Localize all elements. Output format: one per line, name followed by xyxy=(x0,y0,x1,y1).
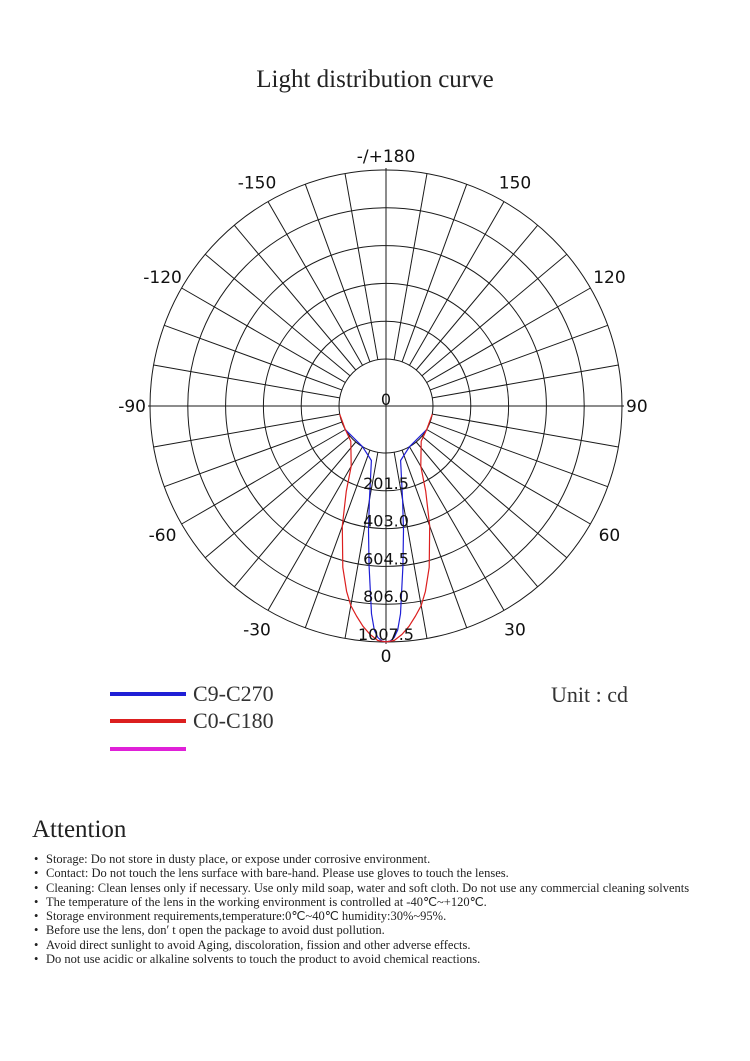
angle-label: 120 xyxy=(593,268,626,288)
grid-spoke xyxy=(305,450,370,628)
angle-label: -60 xyxy=(148,526,177,546)
attention-item: • Cleaning: Clean lenses only if necessary. Use only mild soap, water and soft cloth. Do not use any commercial cleaning solvents xyxy=(34,881,734,895)
grid-spoke xyxy=(422,436,567,557)
grid-spoke xyxy=(234,225,355,370)
attention-item: • Avoid direct sunlight to avoid Aging, discoloration, fission and other adverse effects. xyxy=(34,938,734,952)
grid-spoke xyxy=(402,450,467,628)
attention-item: • Storage environment requirements,temperature:0℃~40℃ humidity:30%~95%. xyxy=(34,909,734,923)
radial-label: 1007.5 xyxy=(358,625,414,644)
angle-label: -150 xyxy=(237,173,277,194)
grid-spoke xyxy=(432,414,618,447)
angle-label: -90 xyxy=(118,397,146,417)
attention-item: • Storage: Do not store in dusty place, or expose under corrosive environment. xyxy=(34,852,734,866)
label-layer xyxy=(118,147,647,667)
grid-spoke xyxy=(416,442,537,587)
legend-label-series-0: C9-C270 xyxy=(193,681,274,706)
radial-label: 201.5 xyxy=(363,473,409,493)
attention-list xyxy=(34,852,734,966)
grid-spoke xyxy=(205,254,350,375)
radial-label: 0 xyxy=(380,390,392,409)
legend-label-series-1: C0-C180 xyxy=(193,708,274,733)
grid-spoke xyxy=(430,422,608,487)
grid-spoke xyxy=(430,325,608,390)
grid-spoke xyxy=(402,184,467,362)
radial-label: 403.0 xyxy=(363,511,409,531)
attention-title: Attention xyxy=(32,816,127,843)
radial-label: 604.5 xyxy=(363,549,409,569)
grid-spoke xyxy=(164,422,342,487)
angle-label: -120 xyxy=(143,268,182,288)
grid-spoke xyxy=(432,365,618,398)
grid-spoke xyxy=(154,414,340,447)
legend-line-series-0 xyxy=(110,692,186,696)
grid-spoke xyxy=(164,325,342,390)
radial-label: 806.0 xyxy=(363,587,409,607)
grid-spoke xyxy=(154,365,340,398)
unit-label: Unit : cd xyxy=(551,682,628,707)
angle-label: 90 xyxy=(626,397,648,417)
legend-line-series-1 xyxy=(110,719,186,723)
angle-label: 0 xyxy=(380,647,392,667)
grid-spoke xyxy=(305,184,370,362)
chart-title: Light distribution curve xyxy=(256,66,494,93)
attention-item: • Do not use acidic or alkaline solvents to touch the product to avoid chemical reactions. xyxy=(34,952,734,966)
angle-label: 150 xyxy=(498,173,532,194)
grid-spoke xyxy=(416,225,537,370)
angle-label: 30 xyxy=(504,620,526,641)
attention-item: • The temperature of the lens in the working environment is controlled at -40℃~+120℃. xyxy=(34,895,734,909)
legend-line-series-2 xyxy=(110,747,186,751)
angle-label: -/+180 xyxy=(356,147,416,167)
grid-spoke xyxy=(234,442,355,587)
grid-spoke xyxy=(422,254,567,375)
angle-label: -30 xyxy=(243,620,271,641)
attention-item: • Contact: Do not touch the lens surface with bare-hand. Please use gloves to touch the lenses. xyxy=(34,866,734,880)
grid-spoke xyxy=(345,174,378,360)
angle-label: 60 xyxy=(598,526,621,546)
attention-item: • Before use the lens, don′ t open the package to avoid dust pollution. xyxy=(34,923,734,937)
grid-spoke xyxy=(394,174,427,360)
grid-spoke xyxy=(205,436,350,557)
